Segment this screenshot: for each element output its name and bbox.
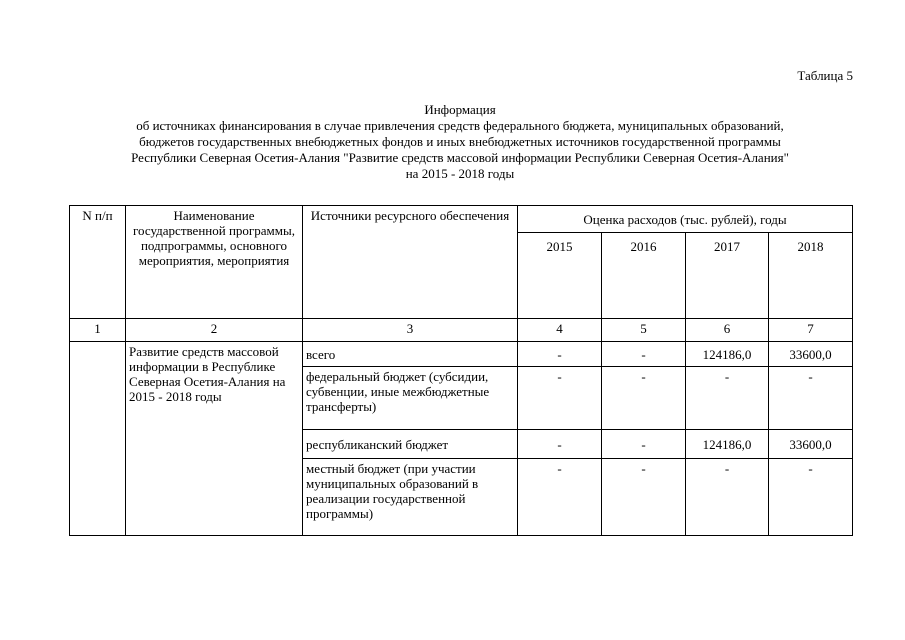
program-name: Развитие средств массовой информации в Республике Северная Осетия-Алания на 2015 - 2018 годы <box>126 342 303 536</box>
header-year: 2015 <box>518 233 602 319</box>
heading-line: об источниках финансирования в случае привлечения средств федерального бюджета, муниципальных образований, <box>136 118 784 133</box>
value-cell: - <box>602 459 686 536</box>
row-number-cell <box>70 342 126 536</box>
heading-line: Республики Северная Осетия-Алания "Развитие средств массовой информации Республики Северная Осетия-Алания" <box>131 150 789 165</box>
header-year: 2016 <box>602 233 686 319</box>
heading-line: бюджетов государственных внебюджетных фондов и иных внебюджетных источников государственной программы <box>139 134 781 149</box>
header-num: N п/п <box>70 206 126 319</box>
header-row <box>70 206 853 233</box>
column-number: 2 <box>126 319 303 342</box>
value-cell: - <box>602 430 686 459</box>
value-cell: - <box>602 367 686 430</box>
column-number: 6 <box>686 319 769 342</box>
header-estimate: Оценка расходов (тыс. рублей), годы <box>518 206 853 233</box>
header-year: 2017 <box>686 233 769 319</box>
column-number-row <box>70 319 853 342</box>
column-number: 3 <box>303 319 518 342</box>
value-cell: 33600,0 <box>769 342 853 367</box>
source-cell: федеральный бюджет (субсидии, субвенции, иные межбюджетные трансферты) <box>303 367 518 430</box>
source-cell: республиканский бюджет <box>303 430 518 459</box>
header-name: Наименование государственной программы, подпрограммы, основного мероприятия, мероприятия <box>126 206 303 319</box>
value-cell: - <box>518 367 602 430</box>
column-number: 4 <box>518 319 602 342</box>
column-number: 5 <box>602 319 686 342</box>
value-cell: - <box>769 367 853 430</box>
header-sources: Источники ресурсного обеспечения <box>303 206 518 319</box>
value-cell: 124186,0 <box>686 430 769 459</box>
value-cell: - <box>769 459 853 536</box>
heading-line: на 2015 - 2018 годы <box>405 166 515 181</box>
value-cell: - <box>686 367 769 430</box>
column-number: 7 <box>769 319 853 342</box>
heading-title: Информация <box>424 102 496 117</box>
header-year: 2018 <box>769 233 853 319</box>
value-cell: 124186,0 <box>686 342 769 367</box>
table-label: Таблица 5 <box>797 68 853 83</box>
financing-table <box>69 205 853 536</box>
value-cell: - <box>518 430 602 459</box>
value-cell: - <box>518 342 602 367</box>
source-cell: местный бюджет (при участии муниципальных образований в реализации государственной программы) <box>303 459 518 536</box>
column-number: 1 <box>70 319 126 342</box>
value-cell: 33600,0 <box>769 430 853 459</box>
table-row <box>70 342 853 367</box>
value-cell: - <box>518 459 602 536</box>
source-cell: всего <box>303 342 518 367</box>
document-heading <box>60 102 860 182</box>
value-cell: - <box>686 459 769 536</box>
value-cell: - <box>602 342 686 367</box>
